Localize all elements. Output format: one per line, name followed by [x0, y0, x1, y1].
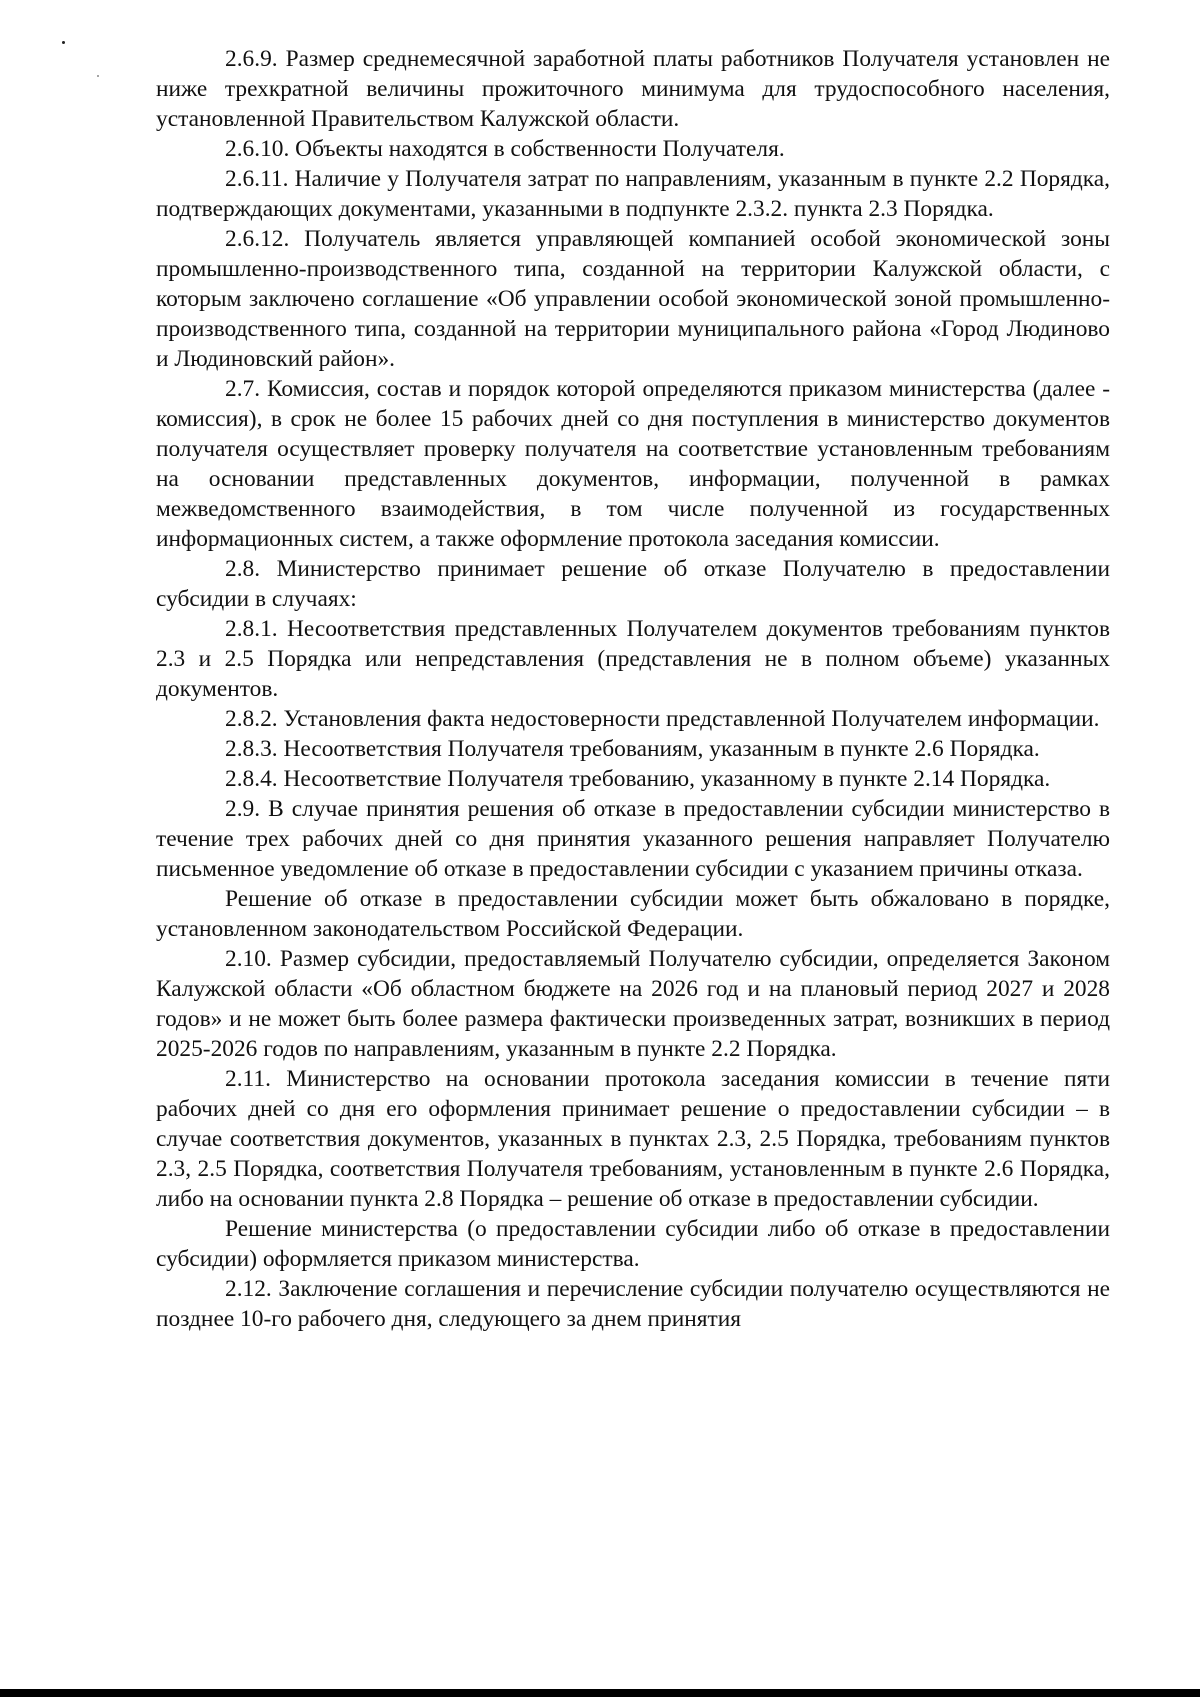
paragraph-2-6-12: 2.6.12. Получатель является управляющей компанией особой экономической зоны промышленно-производственного типа, созданной на территории Калужской области, с которым заключено соглашение «Об управлении особой экономической зоной промышленно-производственного типа, созданной на территории муниципального района «Город Людиново и Людиновский район».	[156, 226, 1110, 372]
paragraph-2-9: 2.9. В случае принятия решения об отказе в предоставлении субсидии министерство в течение трех рабочих дней со дня принятия указанного решения направляет Получателю письменное уведомление об отказе в предоставлении субсидии с указанием причины отказа.	[156, 796, 1110, 882]
paragraph-2-11: 2.11. Министерство на основании протокола заседания комиссии в течение пяти рабочих дней со дня его оформления принимает решение о предоставлении субсидии – в случае соответствия документов, указанных в пунктах 2.3, 2.5 Порядка, требованиям пунктов 2.3, 2.5 Порядка, соответствия Получателя требованиям, установленным в пункте 2.6 Порядка, либо на основании пункта 2.8 Порядка – решение об отказе в предоставлении субсидии.	[156, 1066, 1110, 1212]
scan-speck	[62, 41, 65, 44]
paragraph-2-9-appeal: Решение об отказе в предоставлении субсидии может быть обжаловано в порядке, установленном законодательством Российской Федерации.	[156, 886, 1110, 942]
scan-bottom-edge	[0, 1689, 1200, 1697]
paragraph-2-8-4: 2.8.4. Несоответствие Получателя требованию, указанному в пункте 2.14 Порядка.	[225, 766, 1051, 792]
paragraph-2-11-decision: Решение министерства (о предоставлении субсидии либо об отказе в предоставлении субсидии) оформляется приказом министерства.	[156, 1216, 1110, 1272]
paragraph-2-6-10: 2.6.10. Объекты находятся в собственности Получателя.	[225, 136, 785, 162]
scan-speck	[97, 75, 99, 77]
paragraph-2-8-1: 2.8.1. Несоответствия представленных Получателем документов требованиям пунктов 2.3 и 2.5 Порядка или непредставления (представления не в полном объеме) указанных документов.	[156, 616, 1110, 702]
paragraph-2-6-11: 2.6.11. Наличие у Получателя затрат по направлениям, указанным в пункте 2.2 Порядка, подтверждающих документами, указанными в подпункте 2.3.2. пункта 2.3 Порядка.	[156, 166, 1110, 222]
paragraph-2-8: 2.8. Министерство принимает решение об отказе Получателю в предоставлении субсидии в случаях:	[156, 556, 1110, 612]
paragraph-2-7: 2.7. Комиссия, состав и порядок которой определяются приказом министерства (далее - комиссия), в срок не более 15 рабочих дней со дня поступления в министерство документов получателя осуществляет проверку получателя на соответствие установленным требованиям на основании представленных документов, информации, полученной в рамках межведомственного взаимодействия, в том числе полученной из государственных информационных систем, а также оформление протокола заседания комиссии.	[156, 376, 1110, 552]
document-body	[156, 44, 1110, 1334]
paragraph-2-8-2: 2.8.2. Установления факта недостоверности представленной Получателем информации.	[225, 706, 1100, 732]
paragraph-2-6-9: 2.6.9. Размер среднемесячной заработной платы работников Получателя установлен не ниже трехкратной величины прожиточного минимума для трудоспособного населения, установленной Правительством Калужской области.	[156, 46, 1110, 132]
paragraph-2-8-3: 2.8.3. Несоответствия Получателя требованиям, указанным в пункте 2.6 Порядка.	[225, 736, 1040, 762]
paragraph-2-10: 2.10. Размер субсидии, предоставляемый Получателю субсидии, определяется Законом Калужской области «Об областном бюджете на 2026 год и на плановый период 2027 и 2028 годов» и не может быть более размера фактически произведенных затрат, возникших в период 2025-2026 годов по направлениям, указанным в пункте 2.2 Порядка.	[156, 946, 1110, 1062]
paragraph-2-12: 2.12. Заключение соглашения и перечисление субсидии получателю осуществляются не позднее 10-го рабочего дня, следующего за днем принятия	[156, 1276, 1110, 1332]
